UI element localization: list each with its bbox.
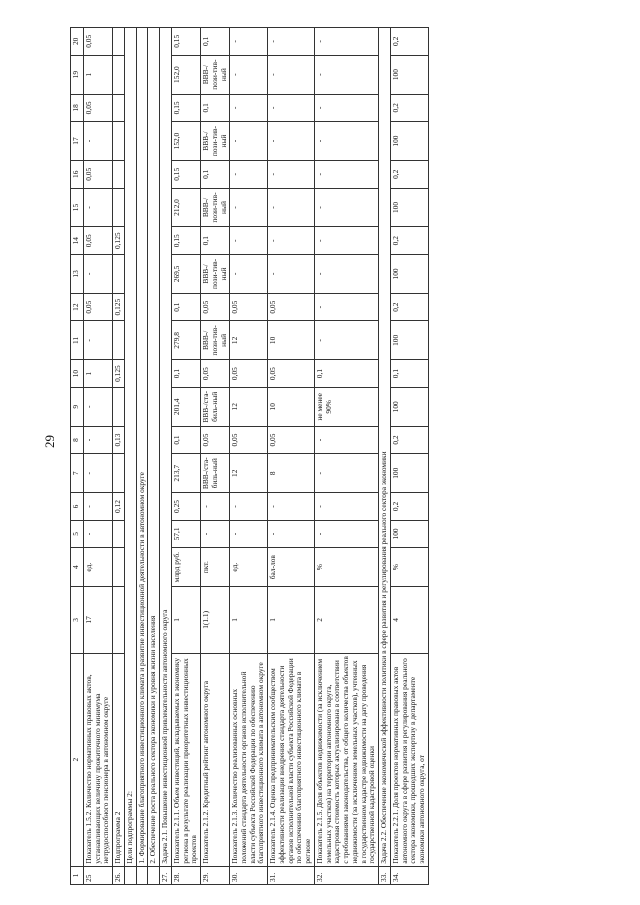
row-number-cell: 25 — [84, 866, 113, 884]
value-cell — [113, 161, 125, 188]
header-cell: 14 — [71, 227, 84, 254]
unit-cell: % — [390, 548, 428, 587]
basis-cell: 1 — [268, 587, 315, 653]
value-cell: ВВВ-/пози-тив-ный — [201, 122, 230, 161]
value-cell: 0,2 — [390, 28, 428, 56]
table-row — [201, 28, 230, 885]
value-cell: - — [314, 520, 378, 547]
value-cell: 0,125 — [113, 293, 125, 320]
basis-cell — [113, 587, 125, 653]
unit-cell: ед. — [84, 548, 113, 587]
value-cell: 0,05 — [268, 426, 315, 453]
value-cell: 0,15 — [171, 161, 200, 188]
header-cell: 6 — [71, 493, 84, 520]
value-cell: ВВВ-/пози-тив-ный — [201, 254, 230, 293]
table-row — [160, 28, 172, 885]
value-cell: 0,125 — [113, 360, 125, 387]
value-cell: 0,25 — [171, 493, 200, 520]
value-cell: 0,05 — [230, 426, 268, 453]
value-cell: - — [230, 55, 268, 94]
basis-cell: 2 — [314, 587, 378, 653]
value-cell: - — [268, 161, 315, 188]
header-cell: 16 — [71, 161, 84, 188]
table-row — [171, 28, 200, 885]
value-cell: 279,8 — [171, 321, 200, 360]
value-cell: - — [230, 161, 268, 188]
value-cell: - — [314, 254, 378, 293]
header-cell: 20 — [71, 28, 84, 56]
value-cell: 0,2 — [390, 94, 428, 121]
value-cell: - — [201, 520, 230, 547]
table-row — [268, 28, 315, 885]
value-cell: 0,1 — [201, 161, 230, 188]
value-cell: - — [314, 227, 378, 254]
value-cell: 213,7 — [171, 454, 200, 493]
value-cell: - — [230, 493, 268, 520]
value-cell: - — [314, 426, 378, 453]
value-cell: - — [84, 387, 113, 426]
value-cell: - — [84, 122, 113, 161]
value-cell: 0,2 — [390, 493, 428, 520]
value-cell: 0,05 — [268, 293, 315, 320]
value-cell: - — [230, 227, 268, 254]
value-cell: 100 — [390, 122, 428, 161]
value-cell: - — [84, 493, 113, 520]
header-cell: 10 — [71, 360, 84, 387]
value-cell — [113, 55, 125, 94]
row-number-cell: 30. — [230, 866, 268, 884]
indicator-name-cell: Показатель 1.5.2. Количество нормативных правовых актов, устанавливающих величину прожиточного минимума нетрудоспособного пенсионера в автономном округе — [84, 653, 113, 866]
value-cell: 0,05 — [84, 94, 113, 121]
value-cell: 0,05 — [201, 426, 230, 453]
indicator-name-cell: Показатель 2.2.1. Доля проектов нормативных правовых актов автономного округа в сфере развития и регулирования реального сектора экономики, прошедших экспертизу в департаменте экономики автономного округа, от — [390, 653, 428, 866]
value-cell: 100 — [390, 55, 428, 94]
value-cell: ВВВ-/пози-тив-ный — [201, 321, 230, 360]
indicator-name-cell: Показатель 2.1.1. Объем инвестиций, вкладываемых в экономику региона в результате реализации приоритетных инвестиционных проектов — [171, 653, 200, 866]
value-cell: - — [314, 122, 378, 161]
page-number: 29 — [42, 435, 57, 448]
header-cell: 18 — [71, 94, 84, 121]
value-cell: 0,15 — [171, 94, 200, 121]
table-row — [390, 28, 428, 885]
value-cell: - — [268, 28, 315, 56]
value-cell: 0,05 — [230, 293, 268, 320]
header-cell: 4 — [71, 548, 84, 587]
value-cell: 57,1 — [171, 520, 200, 547]
value-cell: - — [84, 520, 113, 547]
value-cell: 0,05 — [84, 28, 113, 56]
value-cell: 0,05 — [230, 360, 268, 387]
header-cell: 9 — [71, 387, 84, 426]
value-cell: 0,13 — [113, 426, 125, 453]
value-cell: ВВВ-/пози-тив-ный — [201, 188, 230, 227]
value-cell: 10 — [268, 387, 315, 426]
value-cell: 100 — [390, 321, 428, 360]
value-cell: ВВВ-/пози-тив-ный — [201, 55, 230, 94]
section-heading-cell: Задача 2.1. Повышение инвестиционной привлекательности автономного округа — [160, 28, 172, 867]
value-cell: 0,1 — [201, 227, 230, 254]
value-cell — [113, 454, 125, 493]
header-cell: 8 — [71, 426, 84, 453]
value-cell: 0,12 — [113, 493, 125, 520]
table-row — [124, 28, 136, 885]
table-row — [230, 28, 268, 885]
value-cell: 0,05 — [201, 293, 230, 320]
value-cell: - — [268, 493, 315, 520]
section-heading-cell: Задача 2.2. Обеспечение экономической эффективности политики в сфере развития и регулирования реального сектора экономики — [379, 28, 391, 867]
indicator-name-cell: Показатель 2.1.4. Оценка предпринимательским сообществом эффективности реализации внедрения стандарта деятельности органов исполнительной власти субъекта Российской Федерации по обеспечению благоприятного инвестиционного климата в регионе — [268, 653, 315, 866]
value-cell: - — [230, 188, 268, 227]
value-cell: - — [268, 122, 315, 161]
row-number-cell: 33. — [379, 866, 391, 884]
basis-cell: 17 — [84, 587, 113, 653]
value-cell: - — [268, 520, 315, 547]
value-cell: 1 — [84, 55, 113, 94]
section-heading-cell: 2. Обеспечение роста реального сектора экономики и уровня жизни населения — [148, 28, 160, 867]
value-cell: 0,15 — [171, 28, 200, 56]
header-cell: 2 — [71, 653, 84, 866]
value-cell: - — [201, 493, 230, 520]
basis-cell: 1(1.1) — [201, 587, 230, 653]
row-number-cell: 34. — [390, 866, 428, 884]
value-cell: - — [314, 94, 378, 121]
value-cell — [113, 321, 125, 360]
unit-cell: млрд руб. — [171, 548, 200, 587]
value-cell — [113, 520, 125, 547]
basis-cell: 4 — [390, 587, 428, 653]
value-cell: - — [84, 254, 113, 293]
value-cell: 100 — [390, 188, 428, 227]
value-cell: - — [230, 254, 268, 293]
value-cell: 0,05 — [268, 360, 315, 387]
row-number-cell: 29. — [201, 866, 230, 884]
rotated-table-container — [70, 27, 590, 885]
table-body — [84, 28, 429, 885]
value-cell: 0,2 — [390, 227, 428, 254]
value-cell: - — [268, 254, 315, 293]
value-cell — [113, 188, 125, 227]
value-cell: 0,1 — [314, 360, 378, 387]
row-number-cell — [136, 866, 148, 884]
unit-cell: бал-лов — [268, 548, 315, 587]
value-cell: - — [84, 426, 113, 453]
value-cell: 12 — [230, 321, 268, 360]
section-heading-cell: 1. Формирование благоприятного инвестиционного климата и развитие инвестиционной деятельности в автономном округе — [136, 28, 148, 867]
value-cell: 201,4 — [171, 387, 200, 426]
section-heading-cell: Цели подпрограммы 2: — [124, 28, 136, 867]
header-row — [71, 28, 84, 885]
value-cell — [113, 94, 125, 121]
row-number-cell — [124, 866, 136, 884]
header-cell: 7 — [71, 454, 84, 493]
header-cell: 11 — [71, 321, 84, 360]
indicators-table — [70, 27, 429, 885]
value-cell: - — [268, 94, 315, 121]
value-cell: 0,05 — [201, 360, 230, 387]
value-cell: 152,0 — [171, 55, 200, 94]
value-cell: ВВВ-/ста-биль-ный — [201, 454, 230, 493]
value-cell: 0,1 — [171, 293, 200, 320]
value-cell: 0,1 — [171, 426, 200, 453]
unit-cell: ед. — [230, 548, 268, 587]
value-cell — [113, 387, 125, 426]
value-cell: - — [268, 188, 315, 227]
value-cell: 0,05 — [84, 161, 113, 188]
row-number-cell: 28. — [171, 866, 200, 884]
value-cell: 12 — [230, 454, 268, 493]
value-cell: - — [84, 321, 113, 360]
table-row — [148, 28, 160, 885]
value-cell: 10 — [268, 321, 315, 360]
value-cell — [113, 28, 125, 56]
table-row — [314, 28, 378, 885]
value-cell: 0,15 — [171, 227, 200, 254]
value-cell: 0,1 — [171, 360, 200, 387]
header-cell: 1 — [71, 866, 84, 884]
indicator-name-cell: Показатель 2.1.5. Доля объектов недвижимости (за исключением земельных участков) на территории автономного округа, кадастровая стоимость которых актуализирована в соответствии с требованиями законодательства, от общего количества объектов недвижимости (за исключением земельных участков), учтенных в государственном кадастре недвижимости на дату проведения государственной кадастровой оценки — [314, 653, 378, 866]
value-cell: - — [314, 493, 378, 520]
row-number-cell: 26. — [113, 866, 125, 884]
header-cell: 19 — [71, 55, 84, 94]
value-cell: 100 — [390, 520, 428, 547]
value-cell: 12 — [230, 387, 268, 426]
row-number-cell: 32. — [314, 866, 378, 884]
basis-cell: 1 — [230, 587, 268, 653]
unit-cell: пкт. — [201, 548, 230, 587]
value-cell: 0,125 — [113, 227, 125, 254]
value-cell: - — [314, 28, 378, 56]
row-number-cell — [148, 866, 160, 884]
basis-cell: 1 — [171, 587, 200, 653]
value-cell: 100 — [390, 454, 428, 493]
value-cell: 0,1 — [390, 360, 428, 387]
value-cell: 0,05 — [84, 227, 113, 254]
value-cell: - — [84, 454, 113, 493]
value-cell: 152,0 — [171, 122, 200, 161]
indicator-name-cell: Показатель 2.1.2. Кредитный рейтинг автономного округа — [201, 653, 230, 866]
value-cell: 0,2 — [390, 161, 428, 188]
value-cell: 100 — [390, 254, 428, 293]
indicator-name-cell: Подпрограмма 2 — [113, 653, 125, 866]
value-cell: - — [230, 28, 268, 56]
value-cell: 100 — [390, 387, 428, 426]
value-cell: - — [84, 188, 113, 227]
value-cell: - — [230, 94, 268, 121]
row-number-cell: 31. — [268, 866, 315, 884]
value-cell: 212,0 — [171, 188, 200, 227]
value-cell: - — [314, 161, 378, 188]
unit-cell — [113, 548, 125, 587]
value-cell: 269,5 — [171, 254, 200, 293]
unit-cell: % — [314, 548, 378, 587]
table-row — [379, 28, 391, 885]
value-cell: - — [314, 188, 378, 227]
value-cell: ВВВ-/ста-биль-ный — [201, 387, 230, 426]
value-cell: 0,1 — [201, 94, 230, 121]
header-cell: 13 — [71, 254, 84, 293]
value-cell: - — [230, 520, 268, 547]
value-cell: - — [230, 122, 268, 161]
indicator-name-cell: Показатель 2.1.3. Количество реализованных основных положений стандарта деятельности органов исполнительной власти субъекта Российской Федерации по обеспечению благоприятного инвестиционного климата в автономном округе — [230, 653, 268, 866]
value-cell: не менее 90% — [314, 387, 378, 426]
row-number-cell: 27. — [160, 866, 172, 884]
header-cell: 17 — [71, 122, 84, 161]
header-cell: 3 — [71, 587, 84, 653]
value-cell: - — [268, 55, 315, 94]
value-cell — [113, 122, 125, 161]
value-cell: 0,2 — [390, 426, 428, 453]
value-cell: 0,2 — [390, 293, 428, 320]
value-cell: 8 — [268, 454, 315, 493]
value-cell — [113, 254, 125, 293]
table-row — [136, 28, 148, 885]
value-cell: - — [314, 55, 378, 94]
value-cell: - — [314, 293, 378, 320]
table-row — [113, 28, 125, 885]
header-cell: 5 — [71, 520, 84, 547]
table-row — [84, 28, 113, 885]
header-cell: 15 — [71, 188, 84, 227]
value-cell: - — [268, 227, 315, 254]
value-cell: 0,1 — [201, 28, 230, 56]
value-cell: - — [314, 321, 378, 360]
value-cell: 0,05 — [84, 293, 113, 320]
header-cell: 12 — [71, 293, 84, 320]
value-cell: - — [314, 454, 378, 493]
value-cell: 1 — [84, 360, 113, 387]
